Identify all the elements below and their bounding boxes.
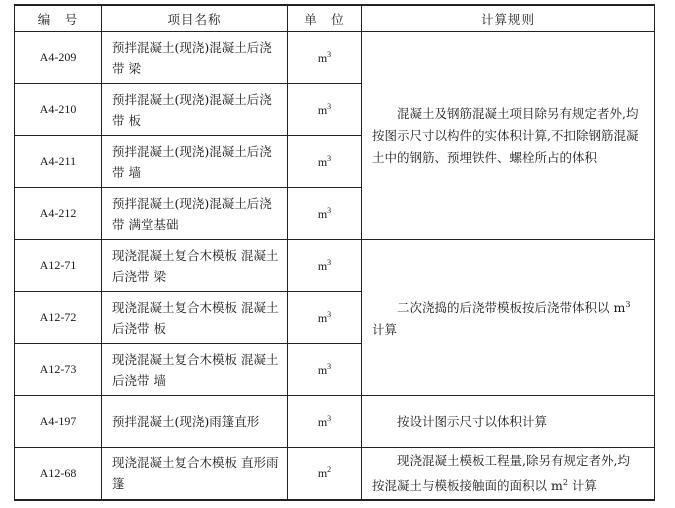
item-unit: $m^3$ bbox=[288, 136, 362, 188]
header-row bbox=[15, 5, 655, 32]
item-unit: $m^3$ bbox=[288, 396, 362, 448]
item-name: 预拌混凝土(现浇)混凝土后浇带 满堂基础 bbox=[102, 188, 288, 240]
item-name: 现浇混凝土复合木模板 混凝土后浇带 板 bbox=[102, 292, 288, 344]
item-code: A4-197 bbox=[15, 396, 102, 448]
header-code: 编 号 bbox=[15, 5, 102, 32]
item-name: 预拌混凝土(现浇)混凝土后浇带 板 bbox=[102, 84, 288, 136]
calc-rule bbox=[362, 240, 655, 396]
header-name: 项目名称 bbox=[102, 5, 288, 32]
item-unit: $m^3$ bbox=[288, 240, 362, 292]
quota-table bbox=[14, 4, 655, 501]
calc-rule-text: 按设计图示尺寸以体积计算 bbox=[397, 413, 548, 429]
calc-rule bbox=[362, 32, 655, 240]
table-row bbox=[15, 240, 655, 292]
item-unit: $m^3$ bbox=[288, 32, 362, 84]
item-name: 预拌混凝土(现浇)混凝土后浇带 墙 bbox=[102, 136, 288, 188]
item-name: 预拌混凝土(现浇)雨篷直形 bbox=[102, 396, 288, 448]
header-unit: 单 位 bbox=[288, 5, 362, 32]
item-code: A12-72 bbox=[15, 292, 102, 344]
calc-rule bbox=[362, 448, 655, 500]
item-unit: $m^3$ bbox=[288, 344, 362, 396]
item-code: A12-73 bbox=[15, 344, 102, 396]
calc-rule bbox=[362, 396, 655, 448]
item-unit: $m^3$ bbox=[288, 188, 362, 240]
calc-rule-text: 现浇混凝土模板工程量,除另有规定者外,均按混凝土与模板接触面的面积以 $m^2$ 计算 bbox=[372, 452, 630, 493]
item-name: 预拌混凝土(现浇)混凝土后浇带 梁 bbox=[102, 32, 288, 84]
item-name: 现浇混凝土复合木模板 混凝土后浇带 梁 bbox=[102, 240, 288, 292]
item-code: A4-212 bbox=[15, 188, 102, 240]
item-code: A4-209 bbox=[15, 32, 102, 84]
calc-rule-text: 混凝土及钢筋混凝土项目除另有规定者外,均按图示尺寸以构件的实体积计算,不扣除钢筋混凝土中的钢筋、预埋铁件、螺栓所占的体积 bbox=[372, 105, 639, 165]
item-unit: $m^3$ bbox=[288, 292, 362, 344]
calc-rule-text: 二次浇捣的后浇带模板按后浇带体积以 $m^3$计算 bbox=[372, 299, 631, 338]
item-name: 现浇混凝土复合木模板 混凝土后浇带 墙 bbox=[102, 344, 288, 396]
header-rule: 计算规则 bbox=[362, 5, 655, 32]
item-code: A4-211 bbox=[15, 136, 102, 188]
item-code: A4-210 bbox=[15, 84, 102, 136]
table-row bbox=[15, 32, 655, 84]
item-code: A12-71 bbox=[15, 240, 102, 292]
item-unit: $m^3$ bbox=[288, 84, 362, 136]
table-row bbox=[15, 448, 655, 500]
item-name: 现浇混凝土复合木模板 直形雨篷 bbox=[102, 448, 288, 500]
item-code: A12-68 bbox=[15, 448, 102, 500]
item-unit: $m^2$ bbox=[288, 448, 362, 500]
table-row bbox=[15, 396, 655, 448]
